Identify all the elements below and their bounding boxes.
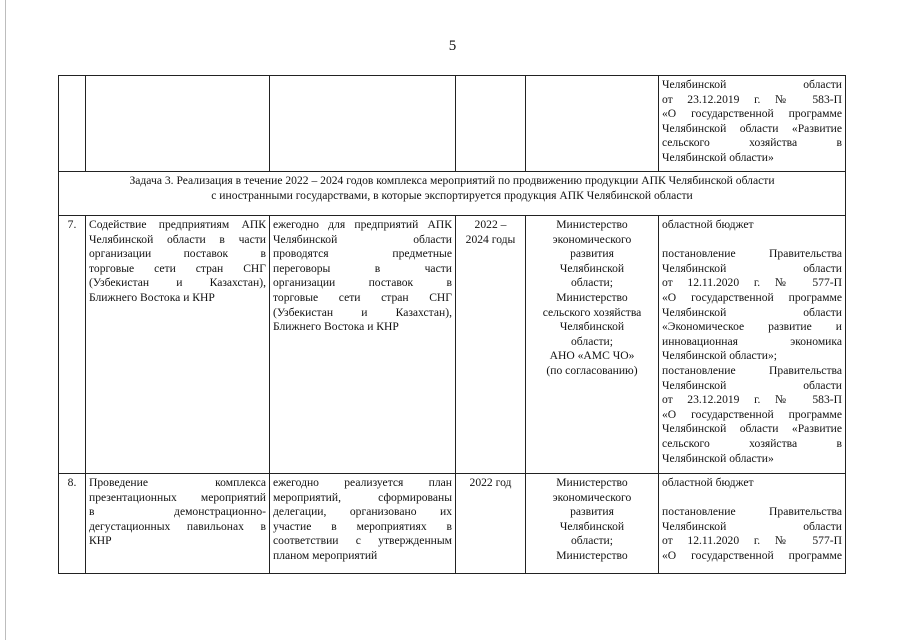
basis-line: от 12.11.2020 г. № 577-П [662, 534, 842, 548]
basis-line: Челябинской области» [662, 451, 774, 465]
row-number: 8. [59, 474, 86, 574]
measure-line: торговые сети стран СНГ [89, 261, 266, 275]
executor-line: Челябинской [559, 261, 625, 275]
task-heading-row [59, 172, 846, 216]
cell-measure [86, 76, 270, 172]
cell-measure [86, 216, 270, 474]
page-number: 5 [448, 38, 457, 54]
measure-line: Челябинской области в части [89, 232, 266, 246]
measures-table [58, 75, 846, 574]
executor-line: Челябинской [559, 320, 625, 334]
basis-line: от 23.12.2019 г. № 583-П [662, 92, 842, 106]
basis-line: Челябинской области» [662, 150, 774, 164]
basis-line: «Экономическое развитие и [662, 320, 842, 334]
basis-line: Челябинской области [662, 378, 842, 392]
result-line: ежегодно для предприятий АПК [273, 218, 452, 231]
executor-line: АНО «АМС ЧО» [549, 349, 635, 363]
executor-line: сельского хозяйства [542, 305, 642, 319]
basis-line: постановление Правительства [662, 363, 842, 377]
basis-line: Челябинской области «Развитие [662, 121, 842, 135]
funding-source: областной бюджет [662, 476, 754, 489]
result-line: планом мероприятий [273, 548, 378, 562]
executor-line: Министерство [556, 548, 628, 562]
basis-line: от 12.11.2020 г. № 577-П [662, 276, 842, 290]
executor-line: развития [570, 505, 614, 519]
scan-edge [5, 0, 6, 640]
measure-line: КНР [89, 534, 112, 548]
basis-line: Челябинской области «Развитие [662, 422, 842, 436]
basis-line: «О государственной программе [662, 548, 842, 562]
cell-deadline [456, 474, 526, 574]
executor-line: Министерство [556, 290, 628, 304]
cell-result [270, 76, 456, 172]
basis-line: от 23.12.2019 г. № 583-П [662, 393, 842, 407]
basis-line: инновационная экономика [662, 334, 842, 348]
result-line: организации поставок в [273, 276, 452, 290]
executor-line: развития [570, 247, 614, 261]
result-line: участие в мероприятиях в [273, 519, 452, 533]
executor-line: экономического [552, 232, 632, 246]
table-row [59, 474, 846, 574]
cell-measure [86, 474, 270, 574]
measure-line: дегустационных павильонах в [89, 519, 266, 533]
result-line: ежегодно реализуется план [273, 476, 452, 489]
cell-number [59, 76, 86, 172]
result-line: соответствии с утвержденным [273, 534, 452, 548]
cell-executors [526, 474, 659, 574]
deadline-line: 2022 год [469, 476, 512, 489]
basis-line: сельского хозяйства в [662, 136, 842, 150]
executor-line: экономического [552, 490, 632, 504]
measure-line: презентационных мероприятий [89, 490, 266, 504]
basis-line: Челябинской области [662, 519, 842, 533]
executor-line: Челябинской [559, 519, 625, 533]
executor-line: Министерство [556, 218, 628, 231]
basis-line: сельского хозяйства в [662, 436, 842, 450]
cell-result [270, 474, 456, 574]
basis-line: Челябинской области [662, 305, 842, 319]
result-line: (Узбекистан и Казахстан), [273, 305, 452, 319]
row-number: 7. [59, 216, 86, 474]
deadline-line: 2024 годы [465, 232, 516, 246]
deadline-line: 2022 – [474, 218, 507, 231]
cell-deadline [456, 76, 526, 172]
executor-line: области; [571, 334, 613, 348]
measure-line: в демонстрационно- [89, 505, 266, 519]
cell-executors [526, 216, 659, 474]
result-line: делегации, организовано их [273, 505, 452, 519]
table-row-continuation [59, 76, 846, 172]
measure-line: Проведение комплекса [89, 476, 266, 489]
result-line: мероприятий, сформированы [273, 490, 452, 504]
measure-line: организации поставок в [89, 247, 266, 261]
result-line: Ближнего Востока и КНР [273, 320, 399, 334]
cell-deadline [456, 216, 526, 474]
cell-result [270, 216, 456, 474]
basis-line: Челябинской области [662, 261, 842, 275]
result-line: проводятся предметные [273, 247, 452, 261]
executor-line: области; [571, 276, 613, 290]
measure-line: Ближнего Востока и КНР [89, 290, 215, 304]
result-line: торговые сети стран СНГ [273, 290, 452, 304]
basis-line: «О государственной программе [662, 407, 842, 421]
basis-line: постановление Правительства [662, 247, 842, 261]
basis-line: Челябинской области»; [662, 349, 777, 363]
basis-line: постановление Правительства [662, 505, 842, 519]
cell-executors [526, 76, 659, 172]
result-line: Челябинской области [273, 232, 452, 246]
task-heading-line: Задача 3. Реализация в течение 2022 – 2024 годов комплекса мероприятий по продвижению продукции АПК Челябинской области [129, 174, 775, 187]
basis-line: Челябинской области [662, 78, 842, 91]
executor-line: (по согласованию) [546, 363, 638, 377]
executor-line: Министерство [556, 476, 628, 489]
basis-line: «О государственной программе [662, 107, 842, 121]
cell-basis [659, 76, 846, 172]
cell-basis [659, 474, 846, 574]
funding-source: областной бюджет [662, 218, 754, 231]
measure-line: Содействие предприятиям АПК [89, 218, 266, 231]
cell-basis [659, 216, 846, 474]
result-line: переговоры в части [273, 261, 452, 275]
executor-line: области; [571, 534, 613, 548]
task-heading-line: с иностранными государствами, в которые экспортируется продукция АПК Челябинской области [211, 188, 693, 202]
basis-line: «О государственной программе [662, 290, 842, 304]
task-heading [59, 172, 846, 216]
table-row [59, 216, 846, 474]
measure-line: (Узбекистан и Казахстан), [89, 276, 266, 290]
